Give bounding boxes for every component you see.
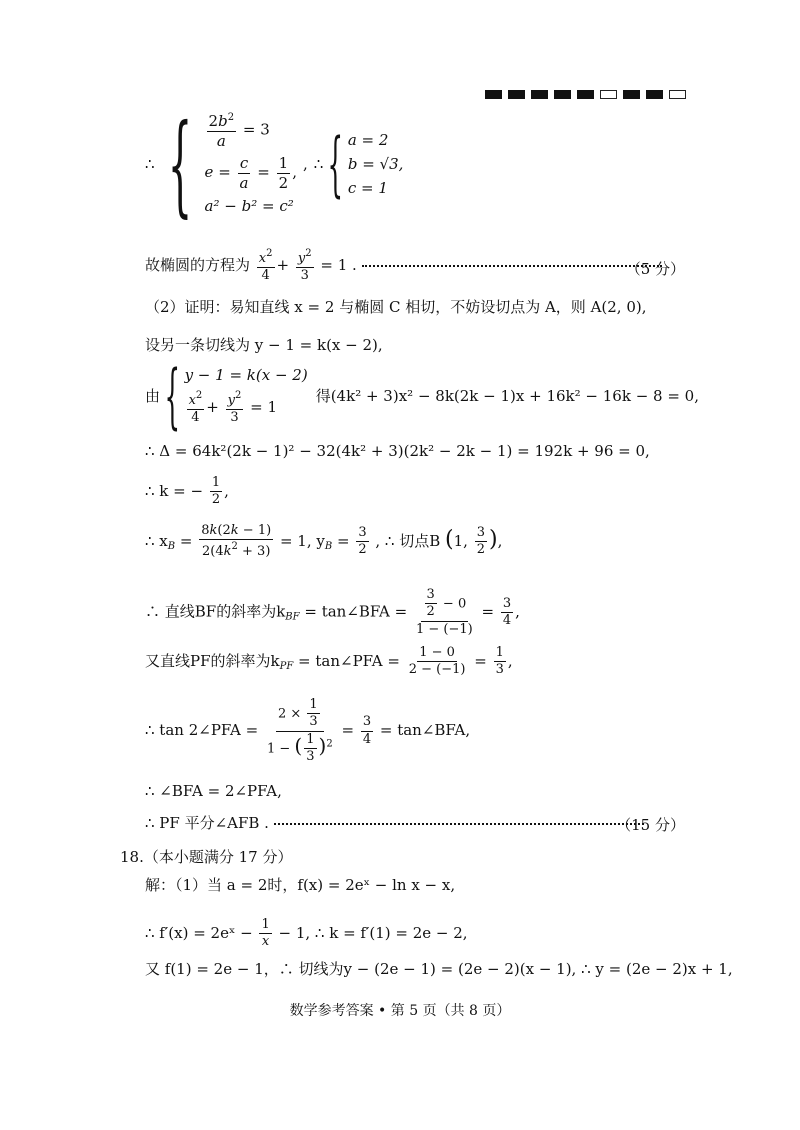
left-brace: { [327, 122, 344, 205]
equation-system-1: ∴ { $\frac{2b^2}{a}$ = 3 e = $\frac{c}{a}$ = $\frac{1}{2}$ , a² − b² = c² , ∴ { a = 2 b = √3, c = 1 [145, 99, 404, 228]
score-15: （15 分） [616, 816, 685, 834]
filled-mark [554, 90, 571, 99]
page-footer: 数学参考答案 • 第 5 页（共 8 页） [289, 1003, 511, 1019]
sys2-row1: a = 2 [347, 130, 389, 149]
tan2-line: ∴ tan 2∠PFA = 2 × $\frac{1}{3}$ 1 − ( $\frac{1}{3}$ )$^2$ = $\frac{3}{4}$ = tan∠BFA, [145, 697, 471, 764]
filled-mark [577, 90, 594, 99]
therefore-symbol: ∴ [145, 154, 155, 173]
derivative-line: ∴ f′(x) = 2eˣ − $\frac{1}{x}$ − 1, ∴ k = f′(1) = 2e − 2, [145, 917, 468, 950]
left-brace: { [164, 354, 181, 437]
question-18-header: 18.（本小题满分 17 分） [120, 848, 293, 866]
bisect-line: ∴ PF 平分∠AFB . [145, 814, 685, 832]
pf-slope-line: 又直线PF的斜率为$k_{PF}$ = tan∠PFA = $\frac{1 - 0}{2 - (-1)}$ = $\frac{1}{3}$ , [145, 645, 513, 678]
filled-mark [646, 90, 663, 99]
delta-line: ∴ Δ = 64k²(2k − 1)² − 32(4k² + 3)(2k² − 2k − 1) = 192k + 96 = 0, [145, 442, 650, 460]
header-marks [485, 90, 686, 99]
ellipse-equation-line: 故椭圆的方程为 $\frac{x^2}{4}$ + $\frac{y^2}{3}$ = 1 . [145, 248, 685, 284]
filled-mark [623, 90, 640, 99]
score-5: （5 分） [625, 260, 685, 278]
bf-slope-line: ∴ 直线BF的斜率为$k_{BF}$ = tan∠BFA = $\frac{3}{2}$ − 0 1 − (−1) = $\frac{3}{4}$ , [145, 587, 520, 637]
filled-mark [531, 90, 548, 99]
filled-mark [508, 90, 525, 99]
equation-system-3: 由 { y − 1 = k(x − 2) $\frac{x^2}{4}$ + $\frac{y^2}{3}$ = 1 得(4k² + 3)x² − 8k(2k − 1)x + 16k² − 16k − 8 = 0, [145, 354, 699, 437]
filled-mark [485, 90, 502, 99]
k-value-line: ∴ k = − $\frac{1}{2}$ , [145, 475, 229, 508]
angle-line: ∴ ∠BFA = 2∠PFA, [145, 782, 282, 800]
solution-line: 解：（1）当 a = 2时，f(x) = 2eˣ − ln x − x, [145, 876, 456, 894]
part2-line: （2）证明：易知直线 x = 2 与椭圆 C 相切，不妨设切点为 A，则 A(2, 0), [145, 298, 647, 316]
hollow-mark [600, 90, 617, 99]
tangent-line: 设另一条切线为 y − 1 = k(x − 2), [145, 336, 383, 354]
sys1-row3: a² − b² = c² [204, 197, 294, 215]
left-brace: { [167, 99, 192, 228]
sys3-row2: $\frac{x^2}{4}$ + $\frac{y^2}{3}$ = 1 [188, 390, 278, 426]
hollow-mark [669, 90, 686, 99]
sys1-row2: e = $\frac{c}{a}$ = $\frac{1}{2}$ , [204, 154, 297, 192]
sys2-row2: b = √3, [347, 154, 404, 173]
tangent-result-line: 又 f(1) = 2e − 1，∴ 切线为y − (2e − 1) = (2e − 2)(x − 1), ∴ y = (2e − 2)x + 1, [145, 960, 733, 978]
sys1-row1: $\frac{2b^2}{a}$ = 3 [208, 112, 270, 150]
sys3-row1: y − 1 = k(x − 2) [184, 366, 308, 384]
sys2-row3: c = 1 [347, 178, 388, 197]
point-b-line: ∴ $x_B$ = $\frac{8k(2k - 1)}{2(4k^2 + 3)}$ = 1, $y_B$ = $\frac{3}{2}$ , ∴ 切点B (1, $\frac{3}{2}$ ), [145, 523, 503, 560]
